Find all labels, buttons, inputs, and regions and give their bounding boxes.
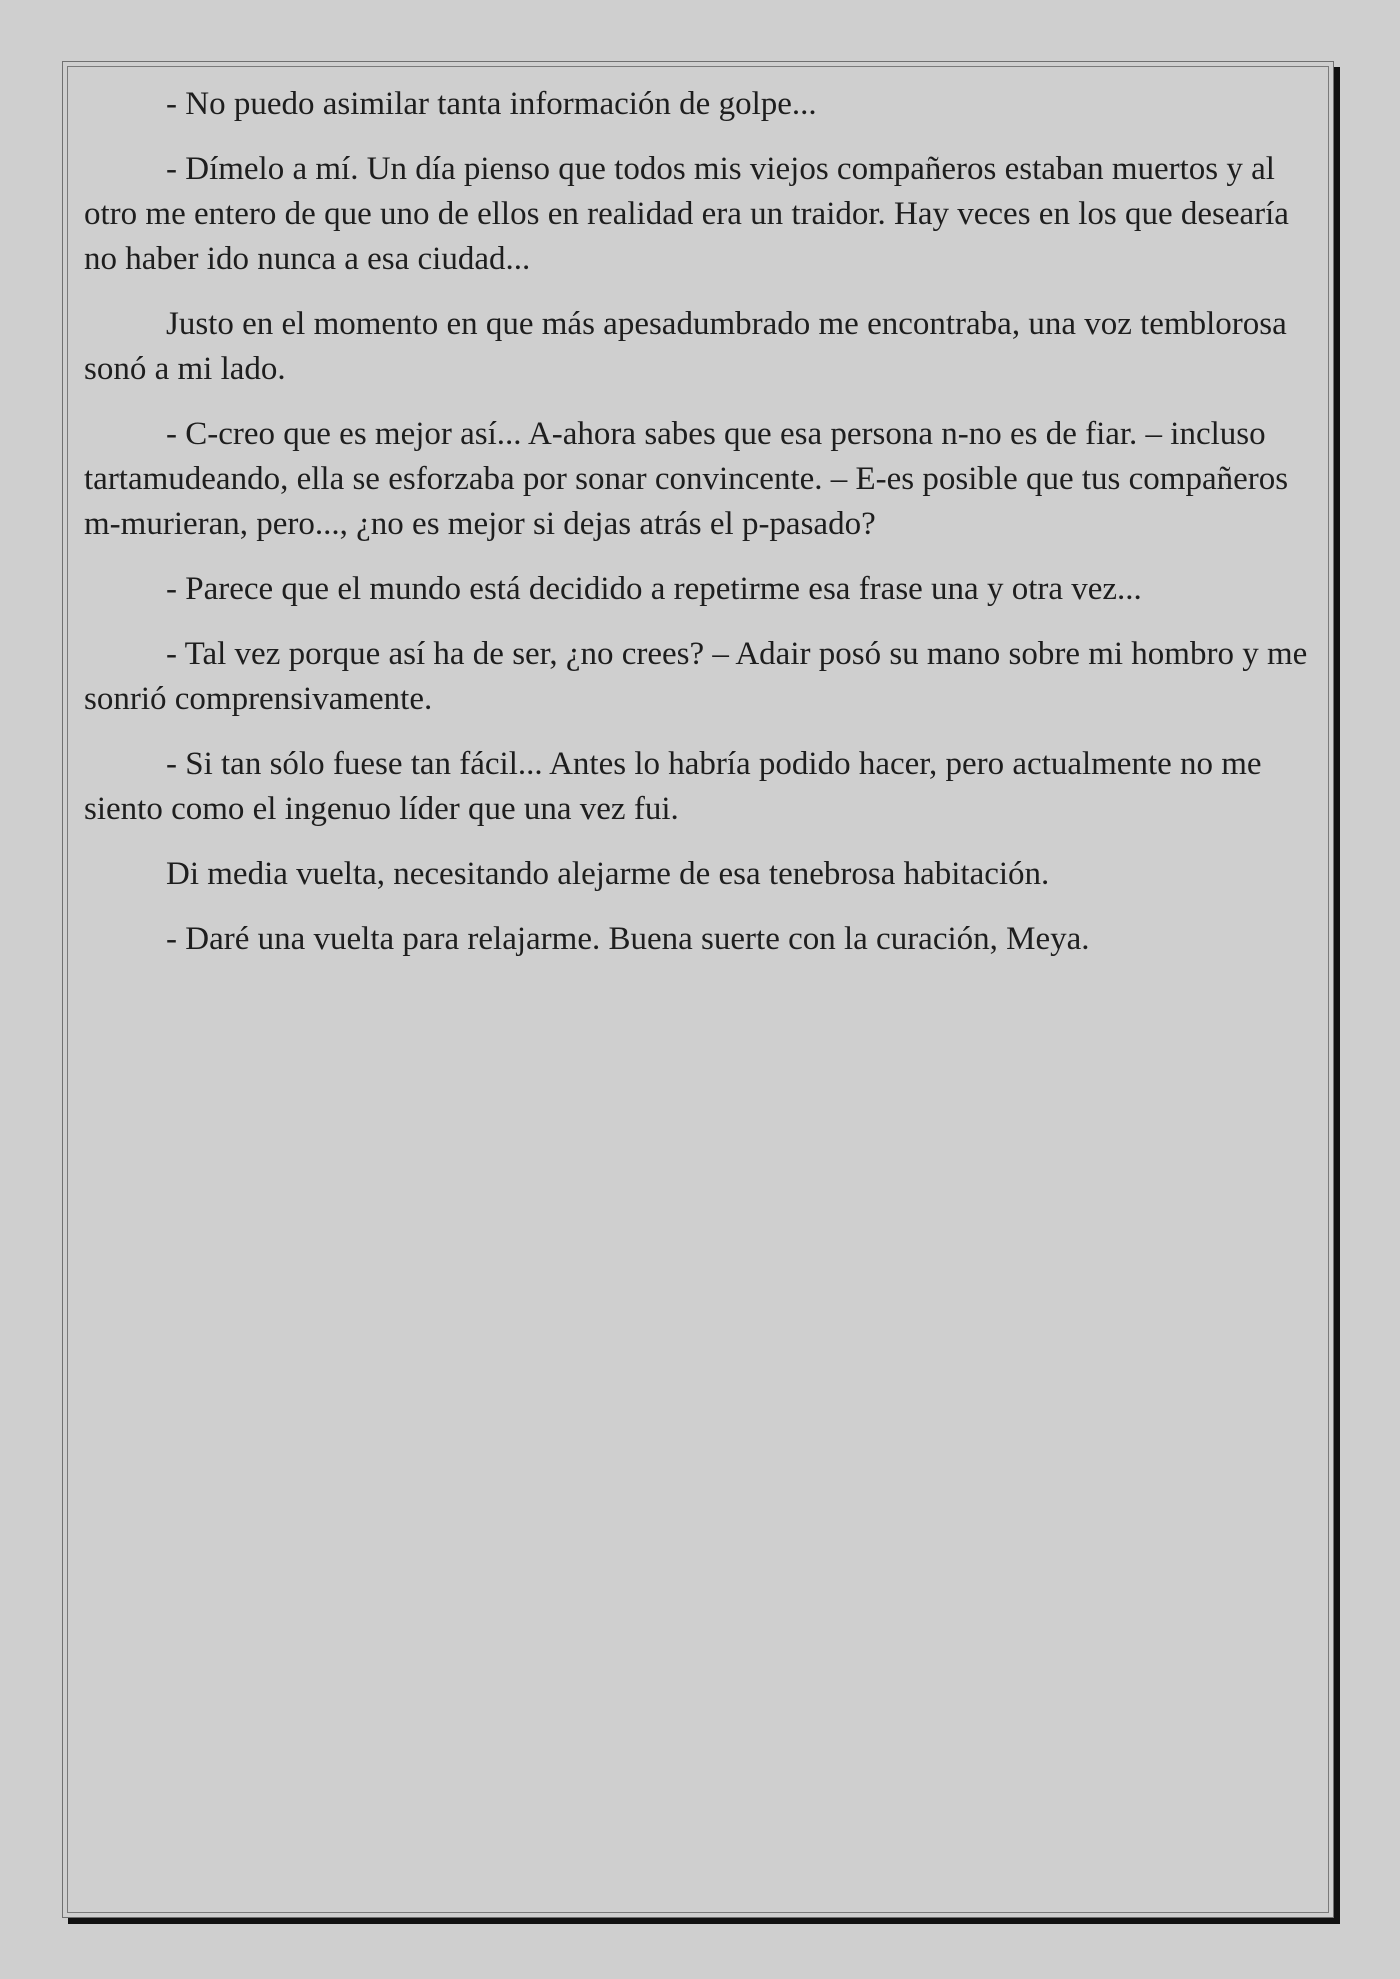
- paragraph-4: - C-creo que es mejor así... A-ahora sabes que esa persona n-no es de fiar. – incluso tartamudeando, ella se esforzaba por sonar convincente. – E-es posible que tus compañeros m-murieran, pero..., ¿no es mejor si dejas atrás el p-pasado?: [84, 416, 1289, 542]
- paragraph-7: - Si tan sólo fuese tan fácil... Antes lo habría podido hacer, pero actualmente no me siento como el ingenuo líder que una vez fui.: [84, 746, 1262, 827]
- paragraph-2: - Dímelo a mí. Un día pienso que todos mis viejos compañeros estaban muertos y al otro me entero de que uno de ellos en realidad era un traidor. Hay veces en los que desearía no haber ido nunca a esa ciudad...: [84, 151, 1289, 277]
- paragraph-3: Justo en el momento en que más apesadumbrado me encontraba, una voz temblorosa sonó a mi lado.: [84, 306, 1287, 387]
- paragraph-5: - Parece que el mundo está decidido a repetirme esa frase una y otra vez...: [166, 571, 1142, 607]
- text-body: [84, 82, 1308, 982]
- paragraph-1: - No puedo asimilar tanta información de golpe...: [166, 86, 817, 122]
- paragraph-9: - Daré una vuelta para relajarme. Buena suerte con la curación, Meya.: [166, 921, 1090, 957]
- paragraph-6: - Tal vez porque así ha de ser, ¿no crees? – Adair posó su mano sobre mi hombro y me sonrió comprensivamente.: [84, 636, 1308, 717]
- paragraph-8: Di media vuelta, necesitando alejarme de esa tenebrosa habitación.: [166, 856, 1050, 892]
